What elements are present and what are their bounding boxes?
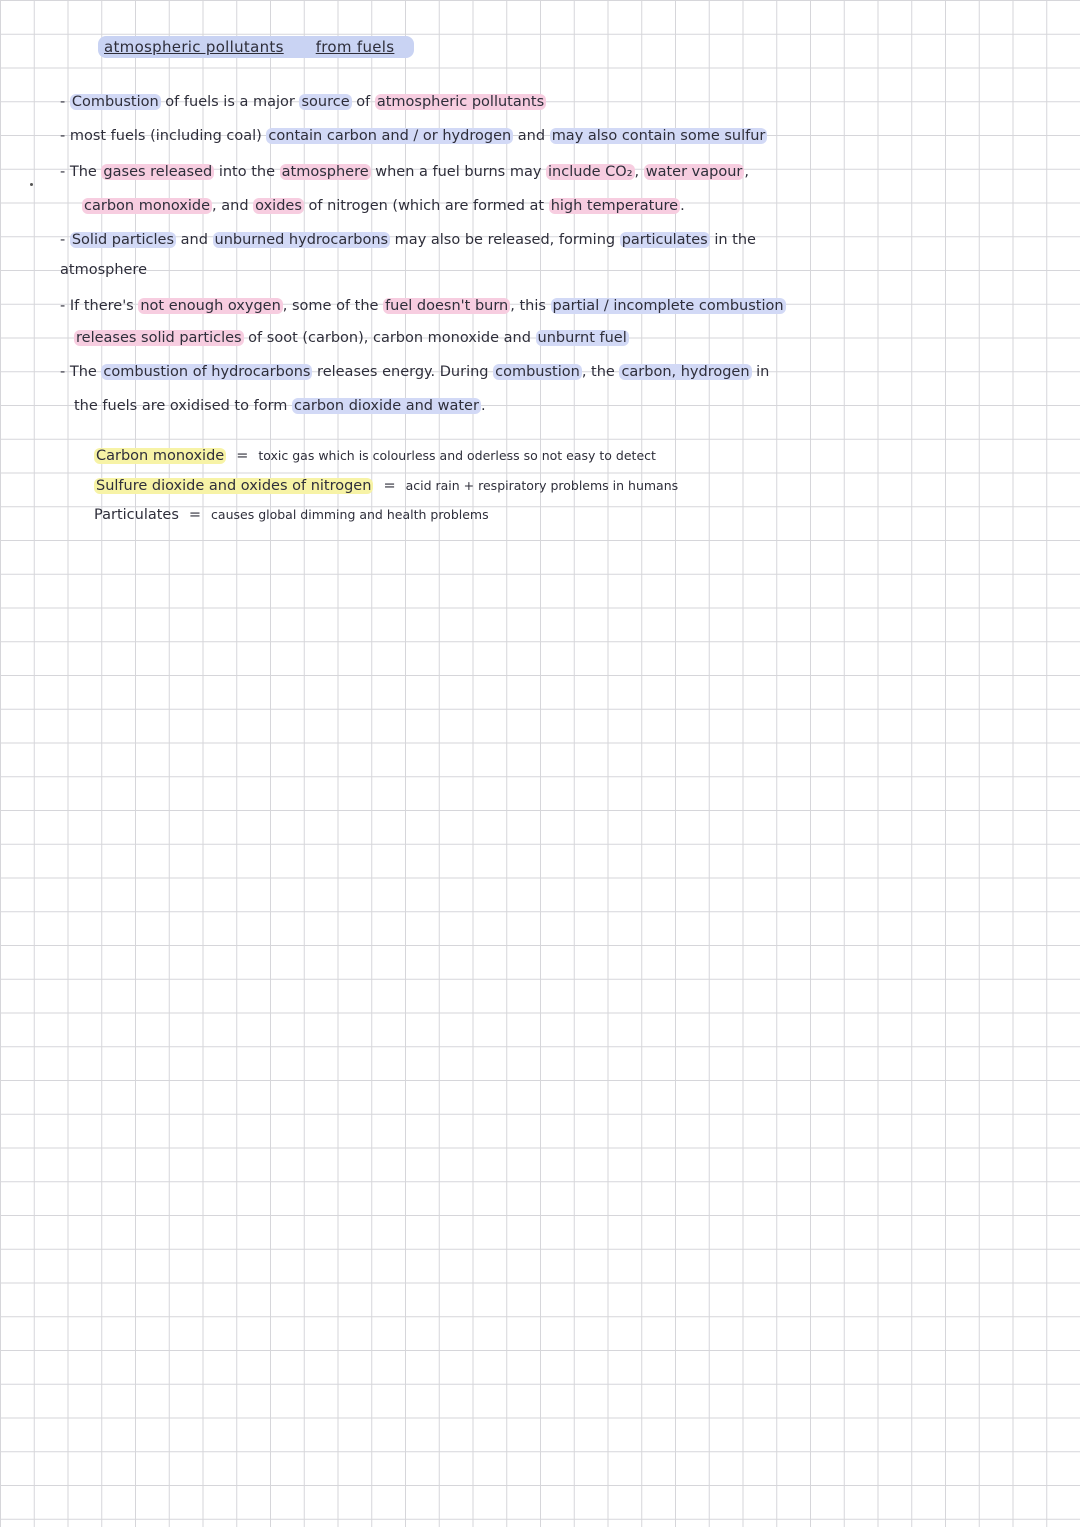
note-line-1: - Combustion of fuels is a major source of atmospheric pollutants [60,94,545,110]
highlight-blue: combustion [495,364,580,380]
note-line-5-continued: releases solid particles of soot (carbon), carbon monoxide and unburnt fuel [76,330,627,346]
definition-description: causes global dimming and health problems [211,507,489,522]
title-part1: atmospheric pollutants [104,38,284,56]
note-line-6: - The combustion of hydrocarbons releases energy. During combustion , the carbon, hydrogen in [60,364,770,380]
highlight-blue: contain carbon and / or hydrogen [268,128,512,144]
highlight-blue: source [301,94,350,110]
highlight-pink: water vapour [645,164,743,180]
definition-term: Particulates [94,507,179,523]
note-line-4: - Solid particles and unburned hydrocarbons may also be released, forming particulates in the [60,232,756,248]
definition-carbon-monoxide [94,448,656,464]
note-line-4-continued: atmosphere [60,262,147,278]
definition-particulates [94,507,489,523]
highlight-pink: gases released [103,164,213,180]
highlight-blue: unburned hydrocarbons [214,232,389,248]
highlight-blue: Solid particles [71,232,175,248]
highlight-pink: high temperature [550,198,679,214]
highlight-blue: partial / incomplete combustion [552,298,784,314]
title-part2: from fuels [315,38,395,56]
highlight-pink: oxides [255,198,302,214]
highlight-blue: particulates [621,232,708,248]
highlight-pink: releases solid particles [76,330,242,346]
highlight-pink: atmospheric pollutants [376,94,545,110]
note-line-2: - most fuels (including coal) contain carbon and / or hydrogen and may also contain some sulfur [60,128,766,144]
page-title [98,38,414,56]
definition-sulfur-dioxide [94,478,678,494]
note-line-6-continued: the fuels are oxidised to form carbon dioxide and water . [74,398,486,414]
definition-description: acid rain + respiratory problems in humans [405,478,679,493]
definition-term: Carbon monoxide [96,448,225,464]
highlight-blue: unburnt fuel [537,330,627,346]
highlight-pink: atmosphere [281,164,369,180]
definition-description: toxic gas which is colourless and oderless so not easy to detect [258,448,656,463]
highlight-blue: carbon dioxide and water [294,398,479,414]
highlight-pink: fuel doesn't burn [385,298,509,314]
highlight-blue: may also contain some sulfur [551,128,766,144]
equals-sign: = [236,448,249,464]
highlight-pink: not enough oxygen [140,298,281,314]
note-line-3: - The gases released into the atmosphere when a fuel burns may include CO₂ , water vapour , [60,164,749,180]
equals-sign: = [188,507,202,523]
highlight-blue: carbon, hydrogen [621,364,750,380]
title-highlight [98,36,414,58]
note-line-3-continued: carbon monoxide , and oxides of nitrogen (which are formed at high temperature . [84,198,685,214]
margin-dot [30,183,33,186]
definition-term: Sulfure dioxide and oxides of nitrogen [96,478,372,494]
equals-sign: = [383,478,396,494]
highlight-blue: Combustion [71,94,159,110]
highlight-blue: combustion of hydrocarbons [103,364,311,380]
note-line-5: - If there's not enough oxygen , some of the fuel doesn't burn , this partial / incomplete combustion [60,298,784,314]
highlight-pink: carbon monoxide [84,198,211,214]
highlight-pink: include CO₂ [548,164,633,180]
